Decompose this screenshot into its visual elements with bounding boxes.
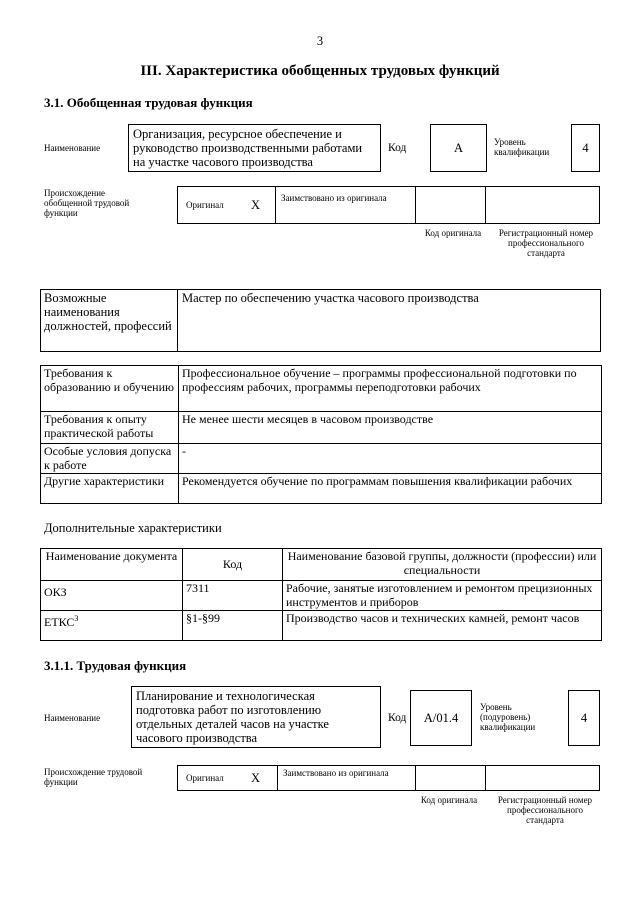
gtf-original-label: Оригинал	[186, 200, 224, 210]
doc-group-name: Производство часов и технических камней, ремонт часов	[283, 611, 602, 641]
gtf-name-label: Наименование	[44, 143, 101, 153]
tf-code-value: A/01.4	[410, 690, 472, 746]
requirement-row	[41, 366, 602, 412]
gtf-level-label: Уровень квалификации	[494, 137, 550, 157]
gtf-code-label: Код	[388, 142, 407, 154]
requirement-value: Рекомендуется обучение по программам повышения квалификации рабочих	[179, 474, 602, 504]
gtf-code-value: A	[430, 124, 487, 172]
gtf-level-value: 4	[571, 124, 600, 172]
doc-name: ОКЗ	[44, 585, 67, 599]
requirements-table	[40, 365, 602, 504]
tf-name-value: Планирование и технологическая подготовка работ по изготовлению отдельных деталей часов на участке часового производства	[131, 686, 381, 748]
gtf-original-mark: X	[251, 198, 261, 212]
page-number: 3	[316, 34, 324, 48]
tf-code-label: Код	[388, 712, 407, 724]
tf-name-label: Наименование	[44, 713, 101, 723]
requirement-label: Особые условия допуска к работе	[41, 444, 179, 474]
tf-reg-number-label: Регистрационный номер профессионального стандарта	[497, 795, 593, 825]
header-group-name: Наименование базовой группы, должности (профессии) или специальности	[283, 549, 602, 581]
gtf-borrowed-label: Заимствовано из оригинала	[281, 193, 387, 203]
gtf-code-original-label: Код оригинала	[424, 228, 482, 238]
positions-value: Мастер по обеспечению участка часового производства	[182, 291, 479, 305]
gtf-origin-label: Происхождение обобщенной трудовой функции	[44, 188, 130, 218]
tf-code-original-label: Код оригинала	[420, 795, 478, 805]
table-row	[41, 611, 602, 641]
doc-name: ЕТКС	[44, 615, 75, 629]
section-title: III. Характеристика обобщенных трудовых функций	[140, 63, 500, 79]
requirement-label: Требования к опыту практической работы	[41, 412, 179, 444]
requirement-value: Профессиональное обучение – программы профессиональной подготовки по профессиям рабочих, программы переподготовки рабочих	[179, 366, 602, 412]
header-document: Наименование документа	[41, 549, 183, 581]
tf-origin-label: Происхождение трудовой функции	[44, 767, 143, 787]
doc-code: 7311	[183, 581, 283, 611]
tf-level-value: 4	[568, 690, 600, 746]
doc-footnote: 3	[74, 614, 79, 623]
gtf-heading: 3.1. Обобщенная трудовая функция	[44, 95, 253, 110]
header-code: Код	[183, 549, 283, 581]
tf-level-label: Уровень (подуровень) квалификации	[480, 702, 536, 732]
gtf-origin-table	[177, 186, 600, 224]
tf-original-mark: X	[251, 771, 261, 785]
additional-heading: Дополнительные характеристики	[44, 521, 222, 535]
gtf-name-value: Организация, ресурсное обеспечение и руководство производственными работами на участке часового производства	[128, 124, 381, 172]
requirement-row	[41, 474, 602, 504]
requirement-label: Другие характеристики	[41, 474, 179, 504]
gtf-reg-number-label: Регистрационный номер профессионального стандарта	[498, 228, 594, 258]
positions-label: Возможные наименования должностей, профессий	[41, 290, 178, 351]
requirement-label: Требования к образованию и обучению	[41, 366, 179, 412]
additional-header-row	[41, 549, 602, 581]
requirement-value: Не менее шести месяцев в часовом производстве	[179, 412, 602, 444]
tf-origin-table	[177, 765, 600, 791]
requirement-value: -	[179, 444, 602, 474]
additional-table	[40, 548, 602, 641]
tf-original-label: Оригинал	[186, 773, 224, 783]
tf-heading: 3.1.1. Трудовая функция	[44, 658, 187, 673]
tf-borrowed-label: Заимствовано из оригинала	[283, 768, 389, 778]
table-row	[41, 581, 602, 611]
doc-code: §1-§99	[183, 611, 283, 641]
requirement-row	[41, 412, 602, 444]
doc-group-name: Рабочие, занятые изготовлением и ремонтом прецизионных инструментов и приборов	[283, 581, 602, 611]
requirement-row	[41, 444, 602, 474]
positions-table	[40, 289, 601, 352]
